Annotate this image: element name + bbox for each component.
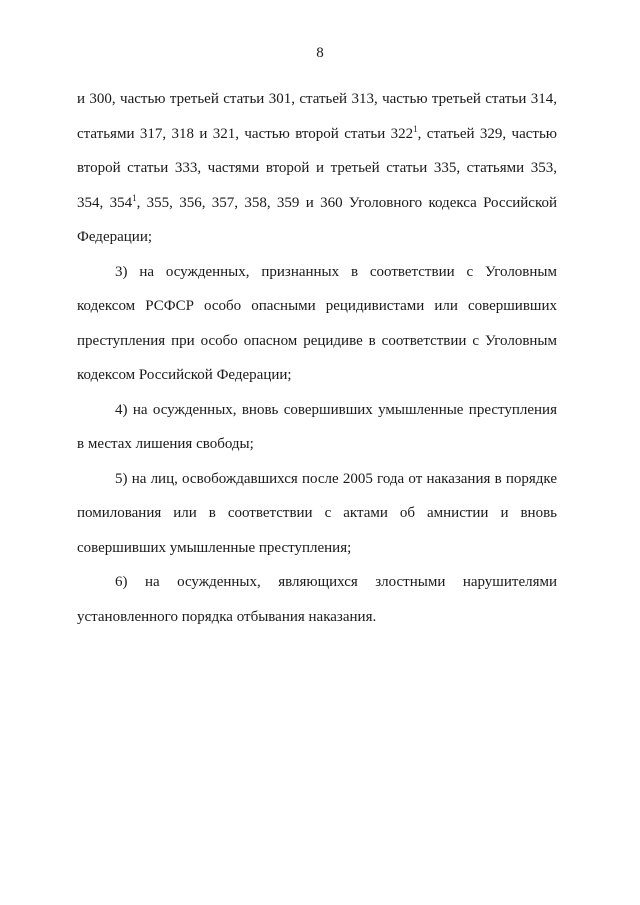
paragraph-item-4 [77,393,557,462]
paragraph-item-6 [77,565,557,634]
paragraph-text: 6) на осужденных, являющихся злостными нарушителями установленного порядка отбывания наказания. [77,574,557,625]
paragraph-text: 4) на осужденных, вновь совершивших умышленные преступления в местах лишения свободы; [77,401,557,452]
paragraph-article-list [77,82,557,255]
superscript-index: 1 [132,192,137,203]
paragraph-text: и 300, частью третьей статьи 301, статьей 313, частью третьей статьи 314, статьями 317, 318 и 321, частью второй статьи 322 [77,91,557,142]
paragraph-text: 3) на осужденных, признанных в соответствии с Уголовным кодексом РСФСР особо опасными рецидивистами или совершивших преступления при особо опасном рецидиве в соответствии с Уголовным кодексом Российской Федерации; [77,263,557,383]
paragraph-text: , статьей 329, частью второй статьи 333, частями второй и третьей статьи 335, статьями 353, 354, 354 [77,125,557,211]
paragraph-text: 5) на лиц, освобождавшихся после 2005 года от наказания в порядке помилования или в соответствии с актами об амнистии и вновь совершивших умышленные преступления; [77,470,557,556]
superscript-index: 1 [413,123,418,134]
paragraph-item-5 [77,462,557,566]
page-number: 8 [316,45,324,61]
paragraph-text: , 355, 356, 357, 358, 359 и 360 Уголовного кодекса Российской Федерации; [77,194,557,245]
document-body [77,82,557,634]
paragraph-item-3 [77,255,557,393]
